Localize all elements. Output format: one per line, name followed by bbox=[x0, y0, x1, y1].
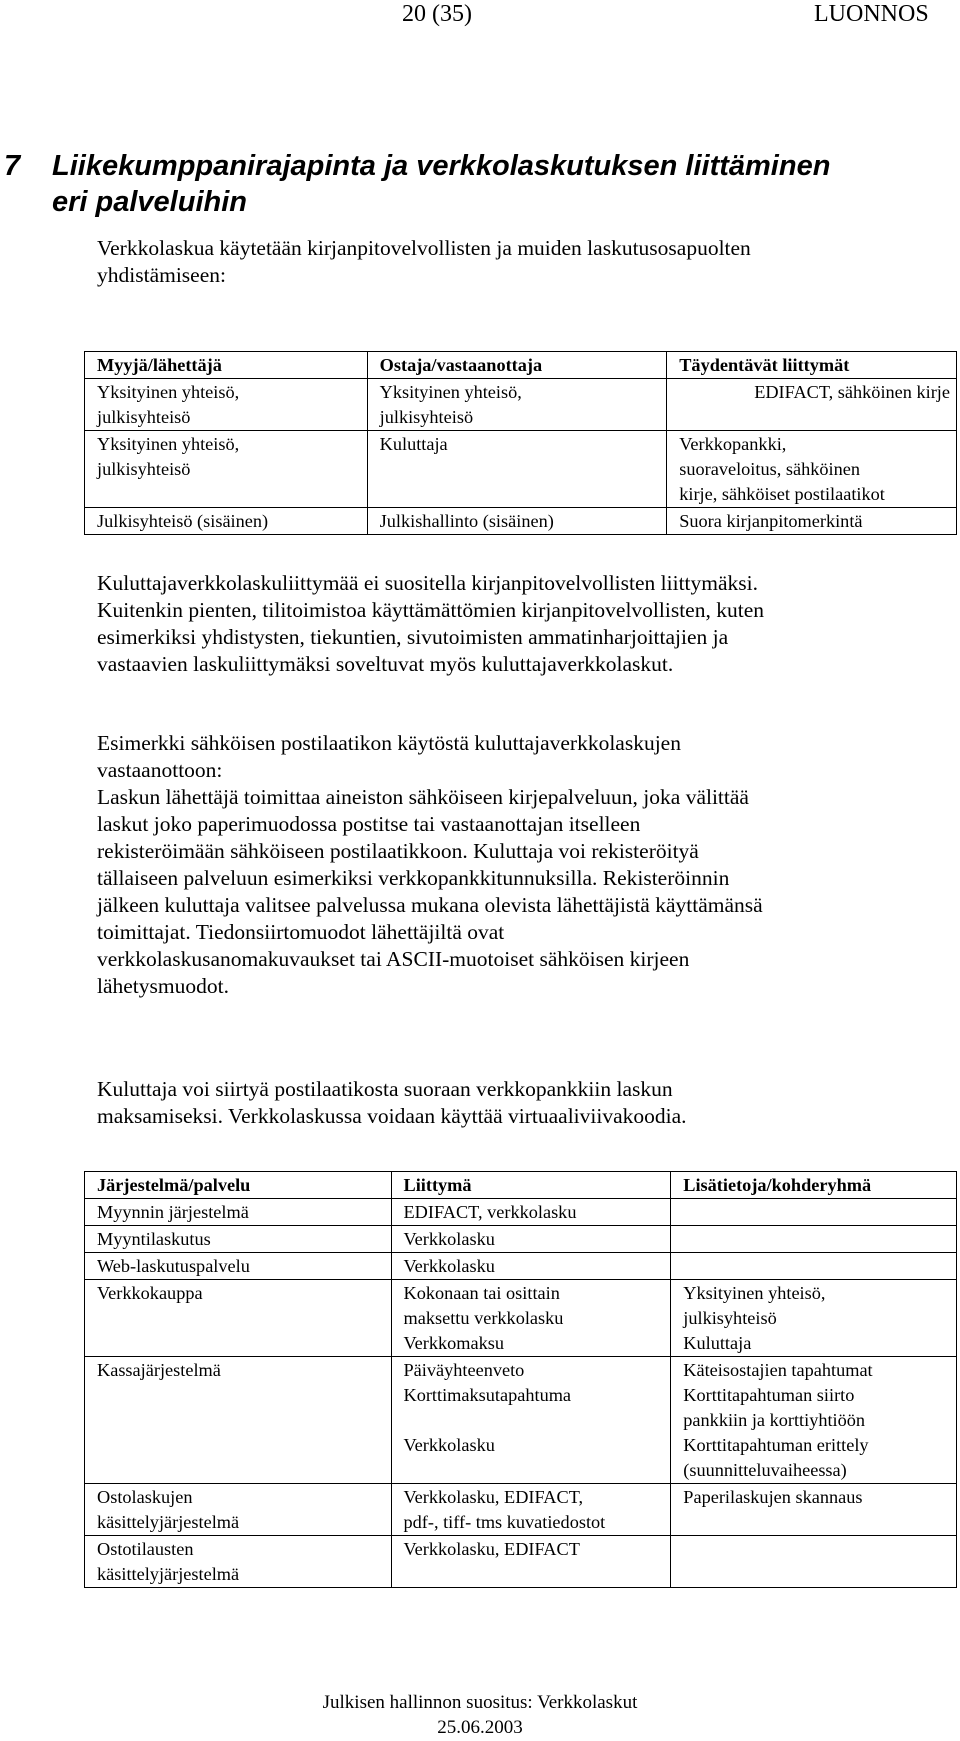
table-cell bbox=[367, 379, 667, 431]
table-row bbox=[85, 379, 957, 431]
table-cell bbox=[671, 1536, 957, 1588]
cell-line: Verkkomaksu bbox=[403, 1333, 505, 1353]
cell-line: käsittelyjärjestelmä bbox=[97, 1512, 240, 1532]
cell-line: Yksityinen yhteisö, bbox=[97, 382, 240, 402]
cell-line: Yksityinen yhteisö, bbox=[97, 434, 240, 454]
paragraph-mailbox-example bbox=[97, 730, 957, 1000]
cell-line: Korttimaksutapahtuma bbox=[403, 1385, 572, 1405]
table-cell: Suora kirjanpitomerkintä bbox=[667, 508, 957, 535]
table-cell: EDIFACT, verkkolasku bbox=[391, 1199, 671, 1226]
paragraph-consumer-einvoice bbox=[97, 570, 957, 678]
cell-line: julkisyhteisö bbox=[97, 407, 191, 427]
cell-line: pdf-, tiff- tms kuvatiedostot bbox=[403, 1512, 606, 1532]
cell-line: suoraveloitus, sähköinen bbox=[679, 459, 860, 479]
cell-line: Korttitapahtuman erittely bbox=[683, 1435, 869, 1455]
cell-line: pankkiin ja korttiyhtiöön bbox=[683, 1410, 866, 1430]
text-line: Esimerkki sähköisen postilaatikon käytöstä kuluttajaverkkolaskujen bbox=[97, 731, 681, 755]
table-cell bbox=[671, 1199, 957, 1226]
cell-line: Paperilaskujen skannaus bbox=[683, 1487, 863, 1507]
table-cell bbox=[671, 1280, 957, 1357]
systems-table bbox=[84, 1171, 957, 1588]
table-cell bbox=[391, 1357, 671, 1484]
cell-line: Ostolaskujen bbox=[97, 1487, 193, 1507]
header-cell: Myyjä/lähettäjä bbox=[85, 352, 368, 379]
table-row bbox=[85, 508, 957, 535]
cell-line: Verkkolasku bbox=[403, 1435, 495, 1455]
text-line: Kuitenkin pienten, tilitoimistoa käyttämättömien kirjanpitovelvollisten, kuten bbox=[97, 598, 764, 622]
table-row bbox=[85, 1253, 957, 1280]
cell-line bbox=[404, 1408, 665, 1433]
cell-line: Yksityinen yhteisö, bbox=[379, 382, 522, 402]
table-cell: Julkishallinto (sisäinen) bbox=[367, 508, 667, 535]
chapter-title-line: eri palveluihin bbox=[52, 186, 247, 218]
text-line: Laskun lähettäjä toimittaa aineiston sähköiseen kirjepalveluun, joka välittää bbox=[97, 785, 749, 809]
header-cell: Lisätietoja/kohderyhmä bbox=[671, 1172, 957, 1199]
cell-line: (suunnitteluvaiheessa) bbox=[683, 1460, 847, 1480]
cell-line: Verkkolasku, EDIFACT, bbox=[403, 1487, 584, 1507]
table-cell: Julkisyhteisö (sisäinen) bbox=[85, 508, 368, 535]
table-cell bbox=[85, 1484, 392, 1536]
text-line: laskut joko paperimuodossa postitse tai vastaanottajan itselleen bbox=[97, 812, 641, 836]
cell-line: Kokonaan tai osittain bbox=[403, 1283, 560, 1303]
cell-line: Verkkolasku, EDIFACT bbox=[403, 1539, 580, 1559]
table-row bbox=[85, 431, 957, 508]
table-header-row bbox=[85, 352, 957, 379]
table-cell bbox=[85, 1357, 392, 1484]
table-cell bbox=[667, 379, 957, 431]
text-line: maksamiseksi. Verkkolaskussa voidaan käyttää virtuaaliviivakoodia. bbox=[97, 1104, 687, 1128]
cell-line: maksettu verkkolasku bbox=[403, 1308, 564, 1328]
table-row bbox=[85, 1199, 957, 1226]
table-cell bbox=[671, 1357, 957, 1484]
header-cell: Järjestelmä/palvelu bbox=[85, 1172, 392, 1199]
cell-line: Kuluttaja bbox=[379, 434, 448, 454]
cell-line: Yksityinen yhteisö, bbox=[683, 1283, 826, 1303]
table-cell bbox=[667, 431, 957, 508]
cell-line: Ostotilausten bbox=[97, 1539, 194, 1559]
text-line: lähetysmuodot. bbox=[97, 974, 229, 998]
table-cell bbox=[671, 1484, 957, 1536]
cell-line: kirje, sähköiset postilaatikot bbox=[679, 484, 885, 504]
cell-line: Käteisostajien tapahtumat bbox=[683, 1360, 873, 1380]
footer-title: Julkisen hallinnon suositus: Verkkolaskut bbox=[322, 1692, 638, 1713]
text-line: Kuluttaja voi siirtyä postilaatikosta suoraan verkkopankkiin laskun bbox=[97, 1077, 673, 1101]
text-line: Verkkolaskua käytetään kirjanpitovelvollisten ja muiden laskutusosapuolten bbox=[97, 236, 751, 260]
table-row bbox=[85, 1280, 957, 1357]
header-cell: Liittymä bbox=[391, 1172, 671, 1199]
table-cell bbox=[85, 379, 368, 431]
table-row bbox=[85, 1484, 957, 1536]
table-cell bbox=[671, 1226, 957, 1253]
cell-line: Kassajärjestelmä bbox=[97, 1360, 221, 1380]
chapter-number: 7 bbox=[4, 150, 21, 182]
document-status: LUONNOS bbox=[814, 1, 929, 27]
page-number: 20 (35) bbox=[402, 1, 472, 27]
cell-line: julkisyhteisö bbox=[97, 459, 191, 479]
cell-line: Verkkopankki, bbox=[679, 434, 787, 454]
table-cell bbox=[671, 1253, 957, 1280]
cell-line: julkisyhteisö bbox=[379, 407, 474, 427]
text-line: esimerkiksi yhdistysten, tiekuntien, sivutoimisten ammatinharjoittajien ja bbox=[97, 625, 729, 649]
table-cell: Web-laskutuspalvelu bbox=[85, 1253, 392, 1280]
intro-paragraph bbox=[97, 235, 957, 289]
table-cell: Myynnin järjestelmä bbox=[85, 1199, 392, 1226]
table-cell bbox=[85, 1280, 392, 1357]
chapter-title-line: Liikekumppanirajapinta ja verkkolaskutuksen liittäminen bbox=[52, 150, 831, 182]
table-cell: Verkkolasku bbox=[391, 1226, 671, 1253]
table-row bbox=[85, 1536, 957, 1588]
table-cell: Myyntilaskutus bbox=[85, 1226, 392, 1253]
table-cell bbox=[391, 1484, 671, 1536]
header-cell: Ostaja/vastaanottaja bbox=[367, 352, 667, 379]
text-line: vastaavien laskuliittymäksi soveltuvat myös kuluttajaverkkolaskut. bbox=[97, 652, 674, 676]
table-row bbox=[85, 1226, 957, 1253]
header-cell: Täydentävät liittymät bbox=[667, 352, 957, 379]
table-cell bbox=[391, 1536, 671, 1588]
text-line: toimittajat. Tiedonsiirtomuodot lähettäjiltä ovat bbox=[97, 920, 505, 944]
text-line: verkkolaskusanomakuvaukset tai ASCII-muotoiset sähköisen kirjeen bbox=[97, 947, 690, 971]
text-line: tällaiseen palveluun esimerkiksi verkkopankkitunnuksilla. Rekisteröinnin bbox=[97, 866, 730, 890]
cell-line: Kuluttaja bbox=[683, 1333, 752, 1353]
footer-date: 25.06.2003 bbox=[437, 1717, 523, 1738]
text-line: yhdistämiseen: bbox=[97, 263, 226, 287]
cell-line: Verkkokauppa bbox=[97, 1283, 203, 1303]
table-header-row bbox=[85, 1172, 957, 1199]
interface-table bbox=[84, 351, 957, 535]
cell-line: käsittelyjärjestelmä bbox=[97, 1564, 240, 1584]
table-cell bbox=[391, 1280, 671, 1357]
table-cell bbox=[85, 431, 368, 508]
table-row bbox=[85, 1357, 957, 1484]
cell-line: julkisyhteisö bbox=[683, 1308, 777, 1328]
text-line: jälkeen kuluttaja valitsee palvelussa mukana olevista lähettäjistä käyttämänsä bbox=[97, 893, 763, 917]
table-cell: Verkkolasku bbox=[391, 1253, 671, 1280]
cell-line: Päiväyhteenveto bbox=[403, 1360, 525, 1380]
text-line: Kuluttajaverkkolaskuliittymää ei suositella kirjanpitovelvollisten liittymäksi. bbox=[97, 571, 759, 595]
table-cell bbox=[85, 1536, 392, 1588]
table-cell bbox=[367, 431, 667, 508]
cell-line: Korttitapahtuman siirto bbox=[683, 1385, 855, 1405]
chapter-title bbox=[52, 148, 912, 220]
text-line: vastaanottoon: bbox=[97, 758, 223, 782]
cell-line: EDIFACT, sähköinen kirje bbox=[754, 382, 950, 402]
text-line: rekisteröimään sähköiseen postilaatikkoon. Kuluttaja voi rekisteröityä bbox=[97, 839, 699, 863]
paragraph-payment bbox=[97, 1076, 957, 1130]
